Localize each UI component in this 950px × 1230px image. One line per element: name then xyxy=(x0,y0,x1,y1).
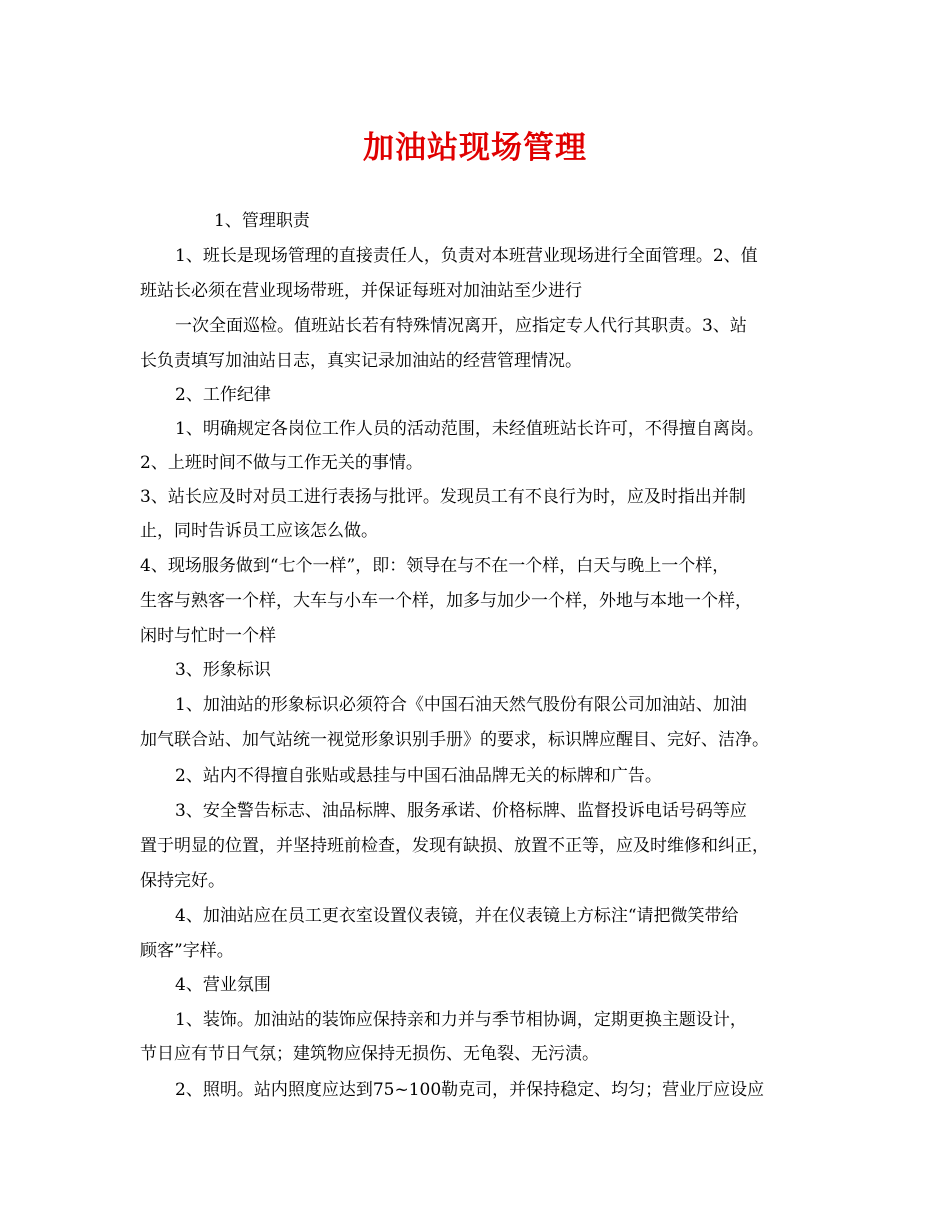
paragraph-line: 3、安全警告标志、油品标牌、服务承诺、价格标牌、监督投诉电话号码等应 xyxy=(175,801,747,821)
paragraph-line: 闲时与忙时一个样 xyxy=(140,626,276,646)
paragraph-line: 4、加油站应在员工更衣室设置仪表镜，并在仪表镜上方标注“请把微笑带给 xyxy=(175,906,739,926)
section-heading-2: 2、工作纪律 xyxy=(175,385,271,405)
paragraph-line: 顾客”字样。 xyxy=(140,941,234,961)
paragraph-line: 一次全面巡检。值班站长若有特殊情况离开，应指定专人代行其职责。3、站 xyxy=(175,316,747,336)
paragraph-line: 长负责填写加油站日志，真实记录加油站的经营管理情况。 xyxy=(140,351,582,371)
paragraph-line: 1、班长是现场管理的直接责任人，负责对本班营业现场进行全面管理。2、值 xyxy=(175,246,758,266)
paragraph-line: 1、明确规定各岗位工作人员的活动范围，未经值班站长许可，不得擅自离岗。 xyxy=(175,419,764,439)
paragraph-line: 2、照明。站内照度应达到75~100勒克司，并保持稳定、均匀；营业厅应设应 xyxy=(175,1080,765,1100)
paragraph-line: 置于明显的位置，并坚持班前检查，发现有缺损、放置不正等，应及时维修和纠正， xyxy=(140,836,769,856)
paragraph-line: 1、加油站的形象标识必须符合《中国石油天然气股份有限公司加油站、加油 xyxy=(175,695,747,715)
paragraph-line: 2、上班时间不做与工作无关的事情。 xyxy=(140,453,423,473)
paragraph-line: 2、站内不得擅自张贴或悬挂与中国石油品牌无关的标牌和广告。 xyxy=(175,766,662,786)
paragraph-line: 加气联合站、加气站统一视觉形象识别手册》的要求，标识牌应醒目、完好、洁净。 xyxy=(140,730,769,750)
paragraph-line: 3、站长应及时对员工进行表扬与批评。发现员工有不良行为时，应及时指出并制 xyxy=(140,487,746,507)
paragraph-line: 班站长必须在营业现场带班，并保证每班对加油站至少进行 xyxy=(140,281,582,301)
section-heading-3: 3、形象标识 xyxy=(175,660,271,680)
paragraph-line: 止，同时告诉员工应该怎么做。 xyxy=(140,521,378,541)
paragraph-line: 节日应有节日气氛；建筑物应保持无损伤、无龟裂、无污渍。 xyxy=(140,1044,599,1064)
section-heading-4: 4、营业氛围 xyxy=(175,975,271,995)
section-heading-1: 1、管理职责 xyxy=(214,211,310,231)
document-title: 加油站现场管理 xyxy=(363,130,587,166)
paragraph-line: 保持完好。 xyxy=(140,871,225,891)
paragraph-line: 4、现场服务做到“七个一样”，即：领导在与不在一个样，白天与晚上一个样， xyxy=(140,556,730,576)
paragraph-line: 1、装饰。加油站的装饰应保持亲和力并与季节相协调，定期更换主题设计， xyxy=(175,1010,747,1030)
paragraph-line: 生客与熟客一个样，大车与小车一个样，加多与加少一个样，外地与本地一个样， xyxy=(140,591,752,611)
